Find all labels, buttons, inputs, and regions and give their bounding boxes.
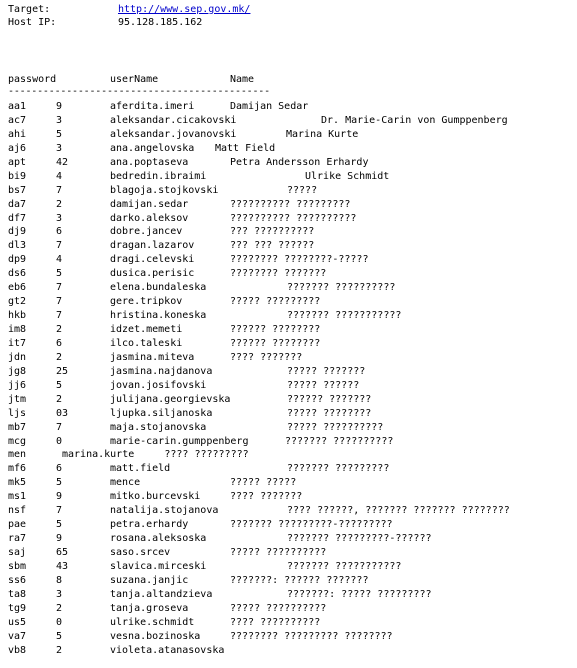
password-cell: ms1 bbox=[8, 491, 27, 503]
name-cell: Ulrike Schmidt bbox=[305, 170, 390, 182]
target-line bbox=[8, 3, 251, 16]
name-cell: ???? ??????? bbox=[230, 351, 303, 363]
name-cell: ???????? ??????? bbox=[230, 268, 327, 280]
username-cell: matt.field bbox=[110, 463, 171, 475]
username-cell: jovan.josifovski bbox=[110, 379, 207, 391]
username-cell: tanja.groseva bbox=[110, 602, 189, 614]
table-row bbox=[0, 435, 577, 449]
count-cell: 7 bbox=[56, 310, 63, 322]
table-row bbox=[0, 630, 577, 644]
password-cell: mcg bbox=[8, 435, 27, 447]
table-row bbox=[0, 323, 577, 337]
table-row bbox=[0, 170, 577, 184]
target-label: Target: bbox=[8, 4, 51, 15]
count-cell: 2 bbox=[56, 393, 63, 405]
name-cell: ????? ?????????? bbox=[230, 602, 327, 614]
name-cell: ????? ?????????? bbox=[287, 421, 384, 433]
name-cell: ???????: ????? ????????? bbox=[287, 588, 432, 600]
count-cell: 6 bbox=[56, 337, 63, 349]
column-header-password: password bbox=[8, 74, 57, 85]
username-cell: violeta.atanasovska bbox=[110, 644, 225, 656]
table-row bbox=[0, 532, 577, 546]
username-cell: jasmina.miteva bbox=[110, 351, 195, 363]
username-cell: blagoja.stojkovski bbox=[110, 184, 219, 196]
name-cell: ????? ?????????? bbox=[230, 547, 327, 558]
count-cell: 7 bbox=[56, 240, 63, 252]
name-cell: ??????? ????????? bbox=[287, 463, 390, 475]
password-cell: im8 bbox=[8, 324, 27, 335]
username-cell: dragan.lazarov bbox=[110, 240, 195, 252]
name-cell: ???? ??????, ??????? ??????? ???????? bbox=[287, 505, 510, 517]
table-row bbox=[0, 128, 577, 142]
username-cell: suzana.janjic bbox=[110, 574, 189, 586]
username-cell: saso.srcev bbox=[110, 547, 171, 558]
count-cell: 8 bbox=[56, 574, 63, 586]
count-cell: 2 bbox=[56, 602, 63, 614]
count-cell: 6 bbox=[56, 226, 63, 238]
username-cell: dobre.jancev bbox=[110, 226, 183, 238]
password-cell: dp9 bbox=[8, 254, 27, 266]
count-cell: 2 bbox=[56, 644, 63, 656]
username-cell: elena.bundaleska bbox=[110, 282, 207, 294]
username-cell: rosana.aleksoska bbox=[110, 533, 207, 545]
host-ip-value: 95.128.185.162 bbox=[118, 17, 203, 28]
password-cell: mb7 bbox=[8, 421, 27, 433]
count-cell: 5 bbox=[56, 268, 63, 280]
password-cell: jtm bbox=[8, 393, 27, 405]
name-cell: Dr. Marie-Carin von Gumppenberg bbox=[321, 114, 508, 126]
count-cell: 25 bbox=[56, 365, 69, 377]
password-cell: pae bbox=[8, 519, 27, 531]
name-cell: ??? ?????????? bbox=[230, 226, 315, 238]
password-cell: aj6 bbox=[8, 142, 27, 154]
name-cell: ?????? ???????? bbox=[230, 337, 321, 349]
table-row bbox=[0, 588, 577, 602]
username-cell: slavica.mirceski bbox=[110, 560, 207, 572]
password-cell: sbm bbox=[8, 560, 27, 572]
table-row bbox=[0, 616, 577, 630]
count-cell: 6 bbox=[56, 463, 63, 475]
name-cell: ???? ?????????? bbox=[230, 616, 321, 628]
name-cell: ??????? ?????????? bbox=[285, 435, 394, 447]
username-cell: vesna.bozinoska bbox=[110, 630, 201, 642]
username-cell: jasmina.najdanova bbox=[110, 365, 213, 377]
username-cell: julijana.georgievska bbox=[110, 393, 231, 405]
merged-cell: marina.kurte ???? ????????? bbox=[62, 449, 249, 461]
password-cell: tg9 bbox=[8, 602, 27, 614]
username-cell: ana.poptaseva bbox=[110, 156, 189, 168]
count-cell: 65 bbox=[56, 547, 69, 558]
table-row bbox=[0, 462, 577, 476]
name-cell: ???? ??????? bbox=[230, 491, 303, 503]
username-cell: ljupka.siljanoska bbox=[110, 407, 213, 419]
username-cell: maja.stojanovska bbox=[110, 421, 207, 433]
table-row bbox=[0, 644, 577, 658]
password-cell: saj bbox=[8, 547, 27, 558]
username-cell: damijan.sedar bbox=[110, 198, 189, 210]
count-cell: 3 bbox=[56, 588, 63, 600]
count-cell: 9 bbox=[56, 101, 63, 112]
password-cell: ahi bbox=[8, 128, 27, 140]
name-cell: ??????? ?????????-????????? bbox=[230, 519, 393, 531]
count-cell: 7 bbox=[56, 505, 63, 517]
username-cell: hristina.koneska bbox=[110, 310, 207, 322]
table-row bbox=[0, 365, 577, 379]
username-cell: mitko.burcevski bbox=[110, 491, 201, 503]
count-cell: 7 bbox=[56, 421, 63, 433]
name-cell: ???????: ?????? ??????? bbox=[230, 574, 369, 586]
table-row bbox=[0, 476, 577, 490]
password-cell: mf6 bbox=[8, 463, 27, 475]
username-cell: ilco.taleski bbox=[110, 337, 183, 349]
password-cell: ds6 bbox=[8, 268, 27, 280]
table-row bbox=[0, 253, 577, 267]
table-row bbox=[0, 504, 577, 518]
password-cell: jdn bbox=[8, 351, 27, 363]
name-cell: ????? ?????? bbox=[287, 379, 360, 391]
table-row bbox=[0, 295, 577, 309]
count-cell: 4 bbox=[56, 254, 63, 266]
count-cell: 4 bbox=[56, 170, 63, 182]
table-row bbox=[0, 407, 577, 421]
table-row bbox=[0, 184, 577, 198]
host-ip-label: Host IP: bbox=[8, 17, 57, 28]
username-cell: tanja.altandzieva bbox=[110, 588, 213, 600]
count-cell: 5 bbox=[56, 379, 63, 391]
password-cell: apt bbox=[8, 156, 27, 168]
column-header-username: userName bbox=[110, 74, 159, 85]
name-cell: ????? ??????? bbox=[287, 365, 366, 377]
name-cell: ??????? ?????????-?????? bbox=[287, 533, 432, 545]
table-row bbox=[0, 518, 577, 532]
count-cell: 0 bbox=[56, 616, 63, 628]
count-cell: 7 bbox=[56, 184, 63, 196]
username-cell: darko.aleksov bbox=[110, 212, 189, 224]
username-cell: marie-carin.gumppenberg bbox=[110, 435, 249, 447]
column-header-name: Name bbox=[230, 74, 255, 85]
password-cell: us5 bbox=[8, 616, 27, 628]
password-cell: men bbox=[8, 449, 27, 461]
table-row bbox=[0, 114, 577, 128]
password-cell: dl3 bbox=[8, 240, 27, 252]
count-cell: 9 bbox=[56, 533, 63, 545]
name-cell: Matt Field bbox=[215, 142, 276, 154]
name-cell: ??????? ??????????? bbox=[287, 560, 402, 572]
count-cell: 2 bbox=[56, 198, 63, 210]
count-cell: 03 bbox=[56, 407, 69, 419]
name-cell: ?????????? ????????? bbox=[230, 198, 351, 210]
count-cell: 43 bbox=[56, 560, 69, 572]
table-row bbox=[0, 156, 577, 170]
password-cell: df7 bbox=[8, 212, 27, 224]
count-cell: 3 bbox=[56, 142, 63, 154]
password-cell: nsf bbox=[8, 505, 27, 517]
password-cell: va7 bbox=[8, 630, 27, 642]
username-cell: dragi.celevski bbox=[110, 254, 195, 266]
username-cell: aleksandar.cicakovski bbox=[110, 114, 237, 126]
table-row bbox=[0, 212, 577, 226]
password-cell: dj9 bbox=[8, 226, 27, 238]
password-cell: vb8 bbox=[8, 644, 27, 656]
username-cell: mence bbox=[110, 477, 141, 489]
password-cell: bs7 bbox=[8, 184, 27, 196]
table-row bbox=[0, 421, 577, 435]
table-row bbox=[0, 100, 577, 114]
count-cell: 5 bbox=[56, 519, 63, 531]
username-cell: gere.tripkov bbox=[110, 296, 183, 308]
table-row bbox=[0, 490, 577, 504]
username-cell: dusica.perisic bbox=[110, 268, 195, 280]
table-row bbox=[0, 309, 577, 323]
name-cell: ?????? ??????? bbox=[287, 393, 372, 405]
table-row bbox=[0, 337, 577, 351]
table-row bbox=[0, 379, 577, 393]
count-cell: 5 bbox=[56, 477, 63, 489]
password-cell: ra7 bbox=[8, 533, 27, 545]
password-cell: mk5 bbox=[8, 477, 27, 489]
name-cell: ???????? ????????-????? bbox=[230, 254, 369, 266]
name-cell: Damijan Sedar bbox=[230, 101, 309, 112]
name-cell: Marina Kurte bbox=[286, 128, 359, 140]
table-row bbox=[0, 546, 577, 560]
password-cell: aa1 bbox=[8, 101, 27, 112]
name-cell: Petra Andersson Erhardy bbox=[230, 156, 369, 168]
table-row bbox=[0, 448, 577, 462]
name-cell: ????? ????? bbox=[230, 477, 297, 489]
password-cell: gt2 bbox=[8, 296, 27, 308]
password-cell: ac7 bbox=[8, 114, 27, 126]
header-separator: --------------------------------------------- bbox=[8, 86, 270, 97]
name-cell: ????? ????????? bbox=[230, 296, 321, 308]
name-cell: ????? ???????? bbox=[287, 407, 372, 419]
table-row bbox=[0, 393, 577, 407]
table-row bbox=[0, 351, 577, 365]
count-cell: 3 bbox=[56, 212, 63, 224]
host-ip-line bbox=[8, 16, 203, 29]
name-cell: ??? ??? ?????? bbox=[230, 240, 315, 252]
password-cell: eb6 bbox=[8, 282, 27, 294]
name-cell: ?????????? ?????????? bbox=[230, 212, 357, 224]
count-cell: 5 bbox=[56, 630, 63, 642]
username-cell: petra.erhardy bbox=[110, 519, 189, 531]
count-cell: 5 bbox=[56, 128, 63, 140]
password-cell: it7 bbox=[8, 337, 27, 349]
password-cell: jj6 bbox=[8, 379, 27, 391]
username-cell: bedredin.ibraimi bbox=[110, 170, 207, 182]
password-cell: ss6 bbox=[8, 574, 27, 586]
table-row bbox=[0, 142, 577, 156]
username-cell: ulrike.schmidt bbox=[110, 616, 195, 628]
column-headers bbox=[8, 73, 255, 86]
table-row bbox=[0, 239, 577, 253]
username-cell: natalija.stojanova bbox=[110, 505, 219, 517]
table-row bbox=[0, 198, 577, 212]
password-cell: hkb bbox=[8, 310, 27, 322]
count-cell: 2 bbox=[56, 351, 63, 363]
name-cell: ??????? ?????????? bbox=[287, 282, 396, 294]
count-cell: 3 bbox=[56, 114, 63, 126]
name-cell: ??????? ??????????? bbox=[287, 310, 402, 322]
password-cell: jg8 bbox=[8, 365, 27, 377]
table-row bbox=[0, 574, 577, 588]
count-cell: 0 bbox=[56, 435, 63, 447]
count-cell: 7 bbox=[56, 296, 63, 308]
table-row bbox=[0, 602, 577, 616]
username-cell: idzet.memeti bbox=[110, 324, 183, 335]
count-cell: 2 bbox=[56, 324, 63, 335]
credentials-list bbox=[0, 100, 577, 658]
name-cell: ????? bbox=[287, 184, 318, 196]
table-row bbox=[0, 281, 577, 295]
password-cell: bi9 bbox=[8, 170, 27, 182]
target-link[interactable]: http://www.sep.gov.mk/ bbox=[118, 4, 251, 15]
username-cell: ana.angelovska bbox=[110, 142, 195, 154]
username-cell: aferdita.imeri bbox=[110, 101, 195, 112]
name-cell: ???????? ????????? ???????? bbox=[230, 630, 393, 642]
password-cell: da7 bbox=[8, 198, 27, 210]
name-cell: ?????? ???????? bbox=[230, 324, 321, 335]
table-row bbox=[0, 560, 577, 574]
table-row bbox=[0, 225, 577, 239]
table-row bbox=[0, 267, 577, 281]
count-cell: 7 bbox=[56, 282, 63, 294]
password-cell: ljs bbox=[8, 407, 27, 419]
username-cell: aleksandar.jovanovski bbox=[110, 128, 237, 140]
password-cell: ta8 bbox=[8, 588, 27, 600]
count-cell: 9 bbox=[56, 491, 63, 503]
count-cell: 42 bbox=[56, 156, 69, 168]
